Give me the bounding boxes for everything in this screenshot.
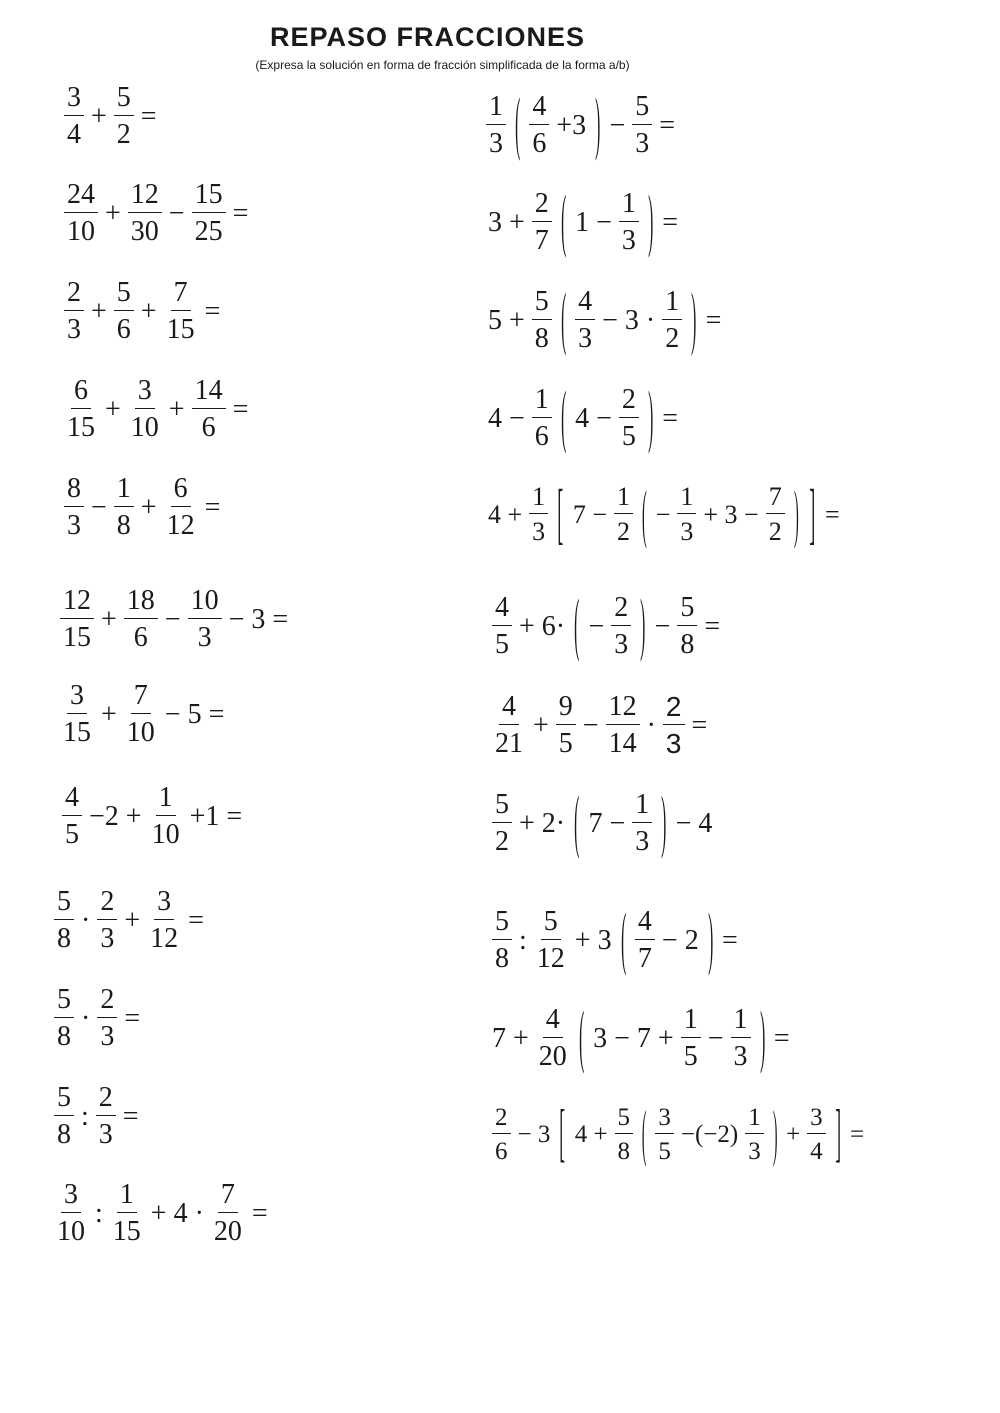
- fraction: $\frac{7}{10}$: [126, 680, 155, 748]
- fraction: $\frac{9}{5}$: [556, 693, 576, 758]
- fraction: $\frac{2}{6}$: [492, 1105, 511, 1164]
- exercise-left-4: $\frac{6}{15}$ + $\frac{3}{10}$ + $\frac{14}{6}$ =: [62, 377, 250, 442]
- exercise-right-7: $\frac{4}{21}$ + $\frac{9}{5}$ − $\frac{12}{14}$ · $\frac{2}{3}$ =: [490, 693, 709, 758]
- exercise-left-6: $\frac{12}{15}$ + $\frac{18}{6}$ − $\frac{10}{3}$ − 3 =: [58, 587, 290, 652]
- fraction: $\frac{4}{6}$: [529, 93, 549, 158]
- fraction: $\frac{15}{25}$: [192, 181, 226, 246]
- fraction: $\frac{4}{7}$: [635, 908, 655, 973]
- exercise-left-2: $\frac{24}{10}$ + $\frac{12}{30}$ − $\frac{15}{25}$ =: [62, 181, 250, 246]
- fraction: $\frac{7}{20}$: [213, 1179, 242, 1247]
- exercise-left-12: $\frac{3}{10}$ : $\frac{1}{15}$ + 4 · $\frac{7}{20}$ =: [52, 1181, 270, 1246]
- exercise-left-9: $\frac{5}{8}$ · $\frac{2}{3}$ + $\frac{3}{12}$ =: [52, 888, 206, 953]
- fraction: $\frac{5}{8}$: [677, 594, 697, 659]
- exercise-left-8: $\frac{4}{5}$ −2 + $\frac{1}{10}$ +1 =: [60, 784, 244, 849]
- fraction: $\frac{5}{8}$: [54, 1084, 74, 1149]
- fraction: $\frac{3}{15}$: [63, 680, 91, 748]
- fraction: $\frac{1}{3}$: [619, 190, 639, 255]
- exercise-right-5: 4 + $\frac{1}{3}$ [ 7 − $\frac{1}{2}$ ( − $\frac{1}{3}$ + 3 − $\frac{7}{2}$ ) ] =: [488, 475, 840, 551]
- fraction: $\frac{10}{3}$: [188, 587, 222, 652]
- fraction: $\frac{1}{3}$: [745, 1105, 764, 1164]
- fraction: $\frac{5}{3}$: [632, 93, 652, 158]
- fraction: $\frac{5}{8}$: [54, 888, 74, 953]
- fraction: $\frac{3}{12}$: [150, 886, 179, 954]
- fraction: $\frac{1}{3}$: [486, 93, 506, 158]
- fraction: $\frac{8}{3}$: [64, 475, 84, 540]
- fraction: $\frac{5}{8}$: [54, 986, 74, 1051]
- fraction: $\frac{5}{8}$: [492, 908, 512, 973]
- exercise-right-9: $\frac{5}{8}$ : $\frac{5}{12}$ + 3 ( $\frac{4}{7}$ − 2 ) =: [490, 908, 740, 973]
- fraction: $\frac{5}{8}$: [615, 1105, 634, 1164]
- exercise-right-2: 3 + $\frac{2}{7}$ ( 1 − $\frac{1}{3}$ ) =: [488, 182, 679, 260]
- fraction: $\frac{2}{3}$: [96, 1084, 116, 1149]
- exercise-right-4: 4 − $\frac{1}{6}$ ( 4 − $\frac{2}{5}$ ) =: [488, 378, 679, 456]
- fraction: $\frac{1}{3}$: [529, 484, 548, 545]
- fraction: $\frac{14}{6}$: [192, 377, 226, 442]
- fraction: $\frac{12}{14}$: [606, 693, 640, 758]
- fraction: $\frac{2}{3}$: [663, 693, 685, 758]
- page-title: REPASO FRACCIONES: [269, 22, 586, 52]
- fraction: $\frac{3}{4}$: [807, 1105, 826, 1164]
- page-subtitle: (Expresa la solución en forma de fracción simplificada de la forma a/b): [255, 58, 630, 72]
- fraction: $\frac{12}{30}$: [128, 181, 162, 246]
- fraction: $\frac{2}{3}$: [611, 594, 631, 659]
- fraction: $\frac{7}{2}$: [766, 484, 785, 545]
- exercise-right-3: 5 + $\frac{5}{8}$ ( $\frac{4}{3}$ − 3 · $\frac{1}{2}$ ) =: [488, 280, 722, 358]
- fraction: $\frac{1}{6}$: [532, 386, 552, 451]
- exercise-left-7: $\frac{3}{15}$ + $\frac{7}{10}$ − 5 =: [58, 682, 226, 747]
- exercise-right-6: $\frac{4}{5}$ + 6· ( − $\frac{2}{3}$ ) − $\frac{5}{8}$ =: [490, 594, 722, 659]
- fraction: $\frac{1}{15}$: [112, 1179, 141, 1247]
- exercise-right-10: 7 + $\frac{4}{20}$ ( 3 − 7 + $\frac{1}{5}$ − $\frac{1}{3}$ ) =: [492, 998, 790, 1076]
- fraction: $\frac{2}{7}$: [532, 190, 552, 255]
- fraction: $\frac{1}{3}$: [632, 791, 652, 856]
- fraction: $\frac{5}{6}$: [114, 279, 134, 344]
- fraction: $\frac{1}{8}$: [114, 475, 134, 540]
- exercise-right-1: $\frac{1}{3}$ ( $\frac{4}{6}$ +3 ) − $\frac{5}{3}$ =: [484, 93, 677, 158]
- exercise-right-11: $\frac{2}{6}$ − 3 [ 4 + $\frac{5}{8}$ ( $\frac{3}{5}$ −(−2) $\frac{1}{3}$ ) + $\frac{3}{4}$ ] =: [490, 1105, 866, 1164]
- fraction: $\frac{6}{15}$: [67, 375, 95, 443]
- fraction: $\frac{2}{5}$: [619, 386, 639, 451]
- fraction: $\frac{12}{15}$: [60, 587, 94, 652]
- fraction: $\frac{1}{3}$: [731, 1006, 751, 1071]
- fraction: $\frac{3}{10}$: [57, 1179, 85, 1247]
- fraction: $\frac{4}{3}$: [575, 288, 595, 353]
- fraction: $\frac{5}{12}$: [536, 906, 565, 974]
- fraction: $\frac{18}{6}$: [124, 587, 158, 652]
- fraction: $\frac{6}{12}$: [166, 473, 195, 541]
- fraction: $\frac{1}{10}$: [151, 782, 180, 850]
- fraction: $\frac{7}{15}$: [166, 277, 195, 345]
- fraction: $\frac{1}{5}$: [681, 1006, 701, 1071]
- fraction: $\frac{1}{2}$: [614, 484, 633, 545]
- fraction: $\frac{4}{21}$: [495, 691, 523, 759]
- fraction: $\frac{2}{3}$: [97, 986, 117, 1051]
- fraction: $\frac{5}{8}$: [532, 288, 552, 353]
- exercise-left-11: $\frac{5}{8}$ : $\frac{2}{3}$ =: [52, 1084, 141, 1149]
- exercise-left-1: $\frac{3}{4}$ + $\frac{5}{2}$ =: [62, 84, 159, 149]
- fraction: $\frac{3}{4}$: [64, 84, 84, 149]
- exercise-left-10: $\frac{5}{8}$ · $\frac{2}{3}$ =: [52, 986, 142, 1051]
- fraction: $\frac{2}{3}$: [64, 279, 84, 344]
- fraction: $\frac{4}{5}$: [62, 784, 82, 849]
- fraction: $\frac{3}{5}$: [655, 1105, 674, 1164]
- exercise-left-5: $\frac{8}{3}$ − $\frac{1}{8}$ + $\frac{6}{12}$ =: [62, 475, 222, 540]
- exercise-left-3: $\frac{2}{3}$ + $\frac{5}{6}$ + $\frac{7}{15}$ =: [62, 279, 222, 344]
- fraction: $\frac{4}{20}$: [538, 1004, 567, 1072]
- fraction: $\frac{1}{3}$: [677, 484, 696, 545]
- fraction: $\frac{24}{10}$: [64, 181, 98, 246]
- fraction: $\frac{1}{2}$: [662, 288, 682, 353]
- exercise-right-8: $\frac{5}{2}$ + 2· ( 7 − $\frac{1}{3}$ ) − 4: [490, 791, 714, 856]
- fraction: $\frac{5}{2}$: [114, 84, 134, 149]
- fraction: $\frac{2}{3}$: [97, 888, 117, 953]
- fraction: $\frac{4}{5}$: [492, 594, 512, 659]
- fraction: $\frac{5}{2}$: [492, 791, 512, 856]
- fraction: $\frac{3}{10}$: [130, 375, 159, 443]
